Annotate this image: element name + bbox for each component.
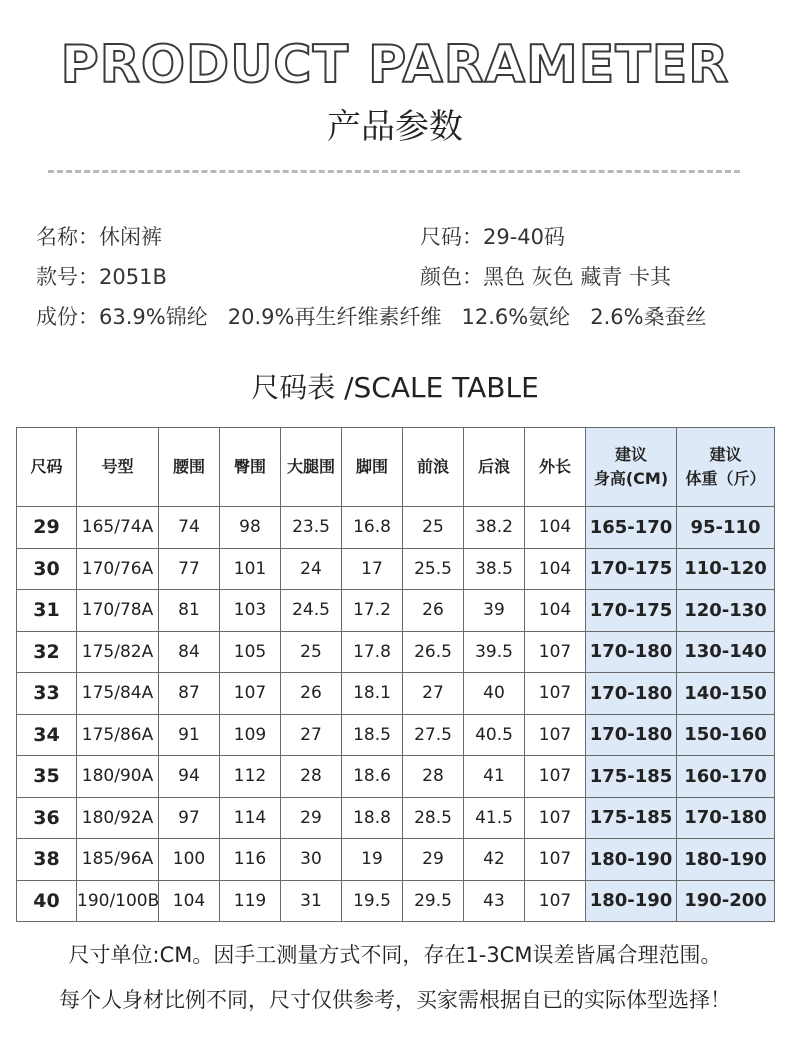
size-cell: 32 bbox=[17, 631, 77, 673]
table-row bbox=[17, 548, 775, 590]
table-cell: 31 bbox=[281, 880, 342, 922]
table-cell: 17.2 bbox=[342, 590, 403, 632]
size-cell: 34 bbox=[17, 714, 77, 756]
recommendation-cell: 170-175 bbox=[586, 590, 677, 632]
table-cell: 98 bbox=[220, 507, 281, 549]
title-english: PRODUCT PARAMETER bbox=[60, 35, 730, 95]
header-hip: 臀围 bbox=[220, 428, 281, 507]
title-chinese: 产品参数 bbox=[327, 107, 463, 147]
header-recommended-height bbox=[586, 428, 677, 507]
dashed-divider bbox=[48, 170, 740, 173]
table-cell: 175/84A bbox=[77, 673, 159, 715]
table-cell: 24 bbox=[281, 548, 342, 590]
table-cell: 165/74A bbox=[77, 507, 159, 549]
table-cell: 100 bbox=[159, 839, 220, 881]
table-cell: 17 bbox=[342, 548, 403, 590]
table-cell: 42 bbox=[464, 839, 525, 881]
note-unit: 尺寸单位:CM。因手工测量方式不同，存在1-3CM误差皆属合理范围。 bbox=[68, 943, 722, 967]
table-cell: 170/76A bbox=[77, 548, 159, 590]
header-leg-opening: 脚围 bbox=[342, 428, 403, 507]
size-cell: 35 bbox=[17, 756, 77, 798]
size-cell: 33 bbox=[17, 673, 77, 715]
table-cell: 175/82A bbox=[77, 631, 159, 673]
table-cell: 29 bbox=[403, 839, 464, 881]
size-table bbox=[16, 427, 775, 922]
recommendation-cell: 110-120 bbox=[677, 548, 775, 590]
table-cell: 27 bbox=[281, 714, 342, 756]
table-cell: 185/96A bbox=[77, 839, 159, 881]
table-cell: 77 bbox=[159, 548, 220, 590]
table-cell: 119 bbox=[220, 880, 281, 922]
table-cell: 18.5 bbox=[342, 714, 403, 756]
header-size: 尺码 bbox=[17, 428, 77, 507]
table-cell: 107 bbox=[525, 880, 586, 922]
header-height-line1: 建议 bbox=[614, 445, 647, 464]
table-row bbox=[17, 507, 775, 549]
table-cell: 107 bbox=[525, 714, 586, 756]
table-row bbox=[17, 839, 775, 881]
table-row bbox=[17, 590, 775, 632]
table-cell: 19 bbox=[342, 839, 403, 881]
recommendation-cell: 180-190 bbox=[586, 880, 677, 922]
table-cell: 180/90A bbox=[77, 756, 159, 798]
size-cell: 31 bbox=[17, 590, 77, 632]
size-cell: 38 bbox=[17, 839, 77, 881]
table-cell: 107 bbox=[525, 673, 586, 715]
table-cell: 18.8 bbox=[342, 797, 403, 839]
table-header-row bbox=[17, 428, 775, 507]
header-waist: 腰围 bbox=[159, 428, 220, 507]
recommendation-cell: 175-185 bbox=[586, 756, 677, 798]
table-row bbox=[17, 756, 775, 798]
table-cell: 25.5 bbox=[403, 548, 464, 590]
table-cell: 114 bbox=[220, 797, 281, 839]
table-cell: 25 bbox=[403, 507, 464, 549]
recommendation-cell: 160-170 bbox=[677, 756, 775, 798]
header-height-line2: 身高(CM) bbox=[593, 469, 669, 488]
info-name: 名称：休闲裤 bbox=[36, 225, 162, 249]
table-cell: 39 bbox=[464, 590, 525, 632]
table-cell: 104 bbox=[525, 507, 586, 549]
size-cell: 40 bbox=[17, 880, 77, 922]
table-cell: 84 bbox=[159, 631, 220, 673]
table-cell: 170/78A bbox=[77, 590, 159, 632]
recommendation-cell: 190-200 bbox=[677, 880, 775, 922]
info-size-range: 尺码：29-40码 bbox=[420, 225, 566, 249]
recommendation-cell: 95-110 bbox=[677, 507, 775, 549]
table-cell: 39.5 bbox=[464, 631, 525, 673]
size-cell: 30 bbox=[17, 548, 77, 590]
table-cell: 41.5 bbox=[464, 797, 525, 839]
size-cell: 29 bbox=[17, 507, 77, 549]
table-cell: 94 bbox=[159, 756, 220, 798]
size-cell: 36 bbox=[17, 797, 77, 839]
info-colors: 颜色：黑色 灰色 藏青 卡其 bbox=[420, 265, 672, 289]
table-cell: 18.6 bbox=[342, 756, 403, 798]
table-cell: 40 bbox=[464, 673, 525, 715]
table-cell: 91 bbox=[159, 714, 220, 756]
table-cell: 29.5 bbox=[403, 880, 464, 922]
recommendation-cell: 120-130 bbox=[677, 590, 775, 632]
table-cell: 41 bbox=[464, 756, 525, 798]
recommendation-cell: 170-175 bbox=[586, 548, 677, 590]
note-reference: 每个人身材比例不同，尺寸仅供参考，买家需根据自已的实际体型选择！ bbox=[59, 988, 731, 1012]
table-cell: 38.2 bbox=[464, 507, 525, 549]
recommendation-cell: 170-180 bbox=[586, 631, 677, 673]
table-cell: 107 bbox=[525, 839, 586, 881]
table-body bbox=[17, 507, 775, 922]
header-front-rise: 前浪 bbox=[403, 428, 464, 507]
table-cell: 105 bbox=[220, 631, 281, 673]
table-cell: 17.8 bbox=[342, 631, 403, 673]
table-cell: 23.5 bbox=[281, 507, 342, 549]
header-outseam: 外长 bbox=[525, 428, 586, 507]
recommendation-cell: 150-160 bbox=[677, 714, 775, 756]
header-recommended-weight bbox=[677, 428, 775, 507]
table-cell: 28 bbox=[281, 756, 342, 798]
table-cell: 40.5 bbox=[464, 714, 525, 756]
table-cell: 26.5 bbox=[403, 631, 464, 673]
size-table-title: 尺码表 /SCALE TABLE bbox=[251, 371, 539, 404]
table-cell: 28 bbox=[403, 756, 464, 798]
table-cell: 190/100B bbox=[77, 880, 159, 922]
table-cell: 101 bbox=[220, 548, 281, 590]
info-composition: 成份：63.9%锦纶 20.9%再生纤维素纤维 12.6%氨纶 2.6%桑蚕丝 bbox=[36, 305, 707, 329]
table-cell: 104 bbox=[525, 548, 586, 590]
table-cell: 43 bbox=[464, 880, 525, 922]
table-cell: 175/86A bbox=[77, 714, 159, 756]
table-cell: 107 bbox=[525, 797, 586, 839]
table-cell: 16.8 bbox=[342, 507, 403, 549]
header-weight-line2: 体重（斤） bbox=[685, 469, 766, 488]
table-cell: 103 bbox=[220, 590, 281, 632]
recommendation-cell: 180-190 bbox=[586, 839, 677, 881]
table-cell: 30 bbox=[281, 839, 342, 881]
recommendation-cell: 180-190 bbox=[677, 839, 775, 881]
table-cell: 107 bbox=[525, 631, 586, 673]
header-weight-line1: 建议 bbox=[709, 445, 742, 464]
table-cell: 25 bbox=[281, 631, 342, 673]
recommendation-cell: 140-150 bbox=[677, 673, 775, 715]
header-model: 号型 bbox=[77, 428, 159, 507]
info-style-no: 款号：2051B bbox=[36, 265, 167, 289]
table-cell: 104 bbox=[525, 590, 586, 632]
recommendation-cell: 130-140 bbox=[677, 631, 775, 673]
table-cell: 180/92A bbox=[77, 797, 159, 839]
table-row bbox=[17, 631, 775, 673]
table-cell: 26 bbox=[281, 673, 342, 715]
table-row bbox=[17, 673, 775, 715]
table-cell: 27.5 bbox=[403, 714, 464, 756]
table-cell: 18.1 bbox=[342, 673, 403, 715]
table-cell: 116 bbox=[220, 839, 281, 881]
header-back-rise: 后浪 bbox=[464, 428, 525, 507]
table-cell: 28.5 bbox=[403, 797, 464, 839]
table-row bbox=[17, 714, 775, 756]
table-cell: 107 bbox=[525, 756, 586, 798]
table-cell: 112 bbox=[220, 756, 281, 798]
recommendation-cell: 170-180 bbox=[586, 714, 677, 756]
table-cell: 87 bbox=[159, 673, 220, 715]
table-cell: 109 bbox=[220, 714, 281, 756]
table-cell: 74 bbox=[159, 507, 220, 549]
table-cell: 27 bbox=[403, 673, 464, 715]
header-thigh: 大腿围 bbox=[281, 428, 342, 507]
table-cell: 38.5 bbox=[464, 548, 525, 590]
table-cell: 26 bbox=[403, 590, 464, 632]
recommendation-cell: 170-180 bbox=[586, 673, 677, 715]
table-cell: 24.5 bbox=[281, 590, 342, 632]
table-cell: 107 bbox=[220, 673, 281, 715]
table-cell: 97 bbox=[159, 797, 220, 839]
recommendation-cell: 170-180 bbox=[677, 797, 775, 839]
table-cell: 81 bbox=[159, 590, 220, 632]
table-row bbox=[17, 797, 775, 839]
table-row bbox=[17, 880, 775, 922]
recommendation-cell: 175-185 bbox=[586, 797, 677, 839]
table-cell: 104 bbox=[159, 880, 220, 922]
recommendation-cell: 165-170 bbox=[586, 507, 677, 549]
table-cell: 19.5 bbox=[342, 880, 403, 922]
table-cell: 29 bbox=[281, 797, 342, 839]
